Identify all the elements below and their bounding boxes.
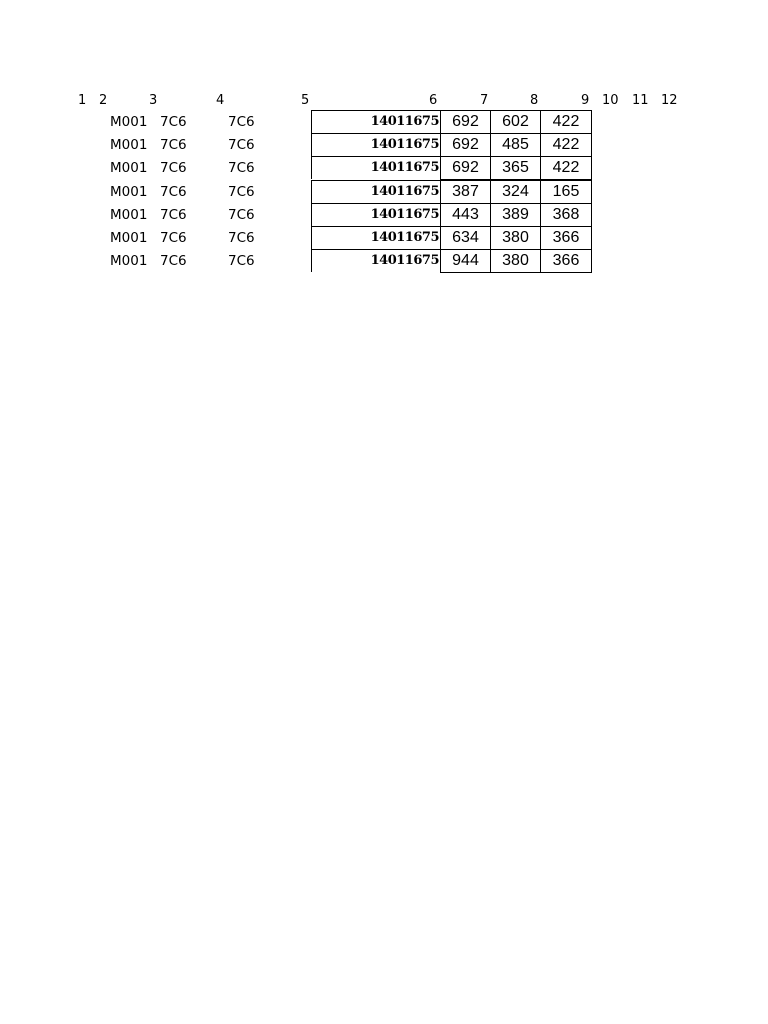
- column-number: 1: [78, 93, 87, 108]
- value-cell: 485: [490, 133, 541, 157]
- value-cell: 380: [490, 249, 541, 273]
- column-number: 3: [149, 93, 158, 108]
- row-code-a: M001: [110, 253, 148, 269]
- column-number: 12: [661, 93, 678, 108]
- column-number: 9: [581, 93, 590, 108]
- row-id-cell: 14011675: [311, 156, 440, 179]
- value-cell: 692: [440, 110, 491, 134]
- column-number: 7: [480, 93, 489, 108]
- value-cell: 380: [490, 226, 541, 250]
- row-code-b: 7C6: [160, 114, 187, 130]
- row-code-c: 7C6: [228, 207, 255, 223]
- row-code-b: 7C6: [160, 207, 187, 223]
- value-cell: 366: [540, 226, 592, 250]
- row-code-b: 7C6: [160, 253, 187, 269]
- row-code-a: M001: [110, 207, 148, 223]
- column-number: 11: [632, 93, 649, 108]
- value-cell: 422: [540, 156, 592, 180]
- row-code-a: M001: [110, 184, 148, 200]
- value-cell: 692: [440, 156, 491, 180]
- value-cell: 389: [490, 203, 541, 227]
- row-code-c: 7C6: [228, 137, 255, 153]
- column-number: 6: [429, 93, 438, 108]
- value-cell: 387: [440, 180, 491, 204]
- value-cell: 634: [440, 226, 491, 250]
- column-number: 10: [602, 93, 619, 108]
- column-number: 8: [530, 93, 539, 108]
- row-code-c: 7C6: [228, 230, 255, 246]
- row-id-cell: 14011675: [311, 180, 440, 203]
- row-id-cell: 14011675: [311, 226, 440, 249]
- value-cell: 602: [490, 110, 541, 134]
- row-id-cell: 14011675: [311, 133, 440, 156]
- value-cell: 692: [440, 133, 491, 157]
- row-id-cell: 14011675: [311, 110, 440, 133]
- row-code-b: 7C6: [160, 137, 187, 153]
- row-code-c: 7C6: [228, 253, 255, 269]
- row-code-b: 7C6: [160, 184, 187, 200]
- row-code-c: 7C6: [228, 114, 255, 130]
- column-number: 2: [99, 93, 108, 108]
- column-number: 5: [301, 93, 310, 108]
- row-code-a: M001: [110, 137, 148, 153]
- value-cell: 422: [540, 133, 592, 157]
- row-code-a: M001: [110, 114, 148, 130]
- value-cell: 366: [540, 249, 592, 273]
- row-code-c: 7C6: [228, 184, 255, 200]
- value-cell: 324: [490, 180, 541, 204]
- row-code-c: 7C6: [228, 160, 255, 176]
- value-cell: 365: [490, 156, 541, 180]
- value-cell: 165: [540, 180, 592, 204]
- value-cell: 422: [540, 110, 592, 134]
- value-cell: 944: [440, 249, 491, 273]
- value-cell: 368: [540, 203, 592, 227]
- row-id-cell: 14011675: [311, 203, 440, 226]
- row-id-cell: 14011675: [311, 249, 440, 272]
- row-code-a: M001: [110, 230, 148, 246]
- row-code-b: 7C6: [160, 230, 187, 246]
- row-code-a: M001: [110, 160, 148, 176]
- row-code-b: 7C6: [160, 160, 187, 176]
- column-number: 4: [216, 93, 225, 108]
- value-cell: 443: [440, 203, 491, 227]
